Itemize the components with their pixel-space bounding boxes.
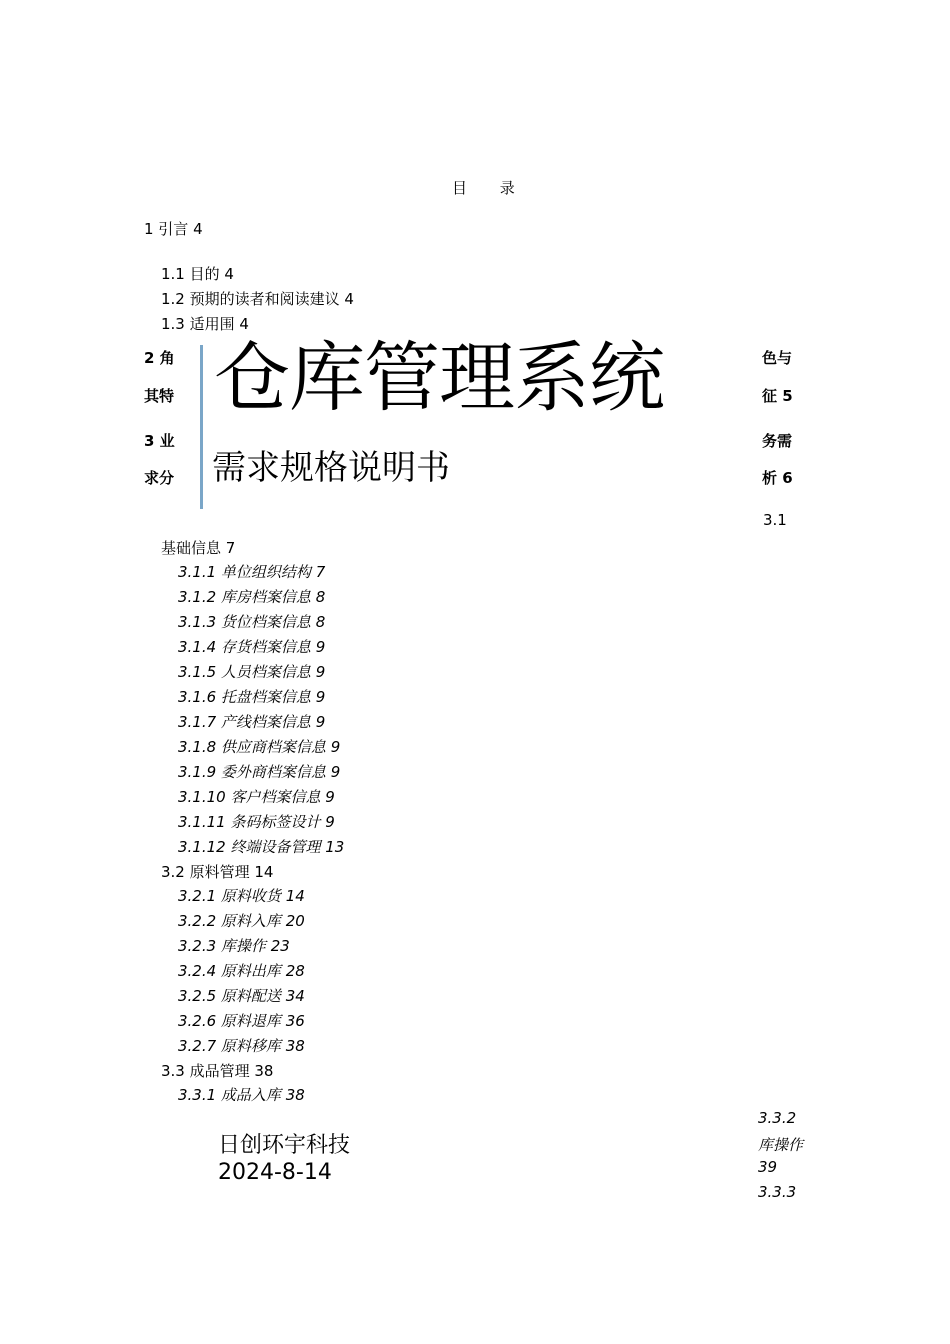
toc-entry[interactable]: 3.1.12 终端设备管理 13 [178,838,345,856]
toc-entry[interactable]: 3.1.9 委外商档案信息 9 [178,763,341,781]
toc-entry-fragment[interactable]: 库操作 [758,1136,804,1154]
toc-entry-fragment[interactable]: 2 角 [144,349,175,367]
toc-entry[interactable]: 3.2.6 原料退库 36 [178,1012,305,1030]
toc-entry[interactable]: 3.1.1 单位组织结构 7 [178,563,326,581]
toc-entry[interactable]: 3.3 成品管理 38 [161,1062,274,1080]
toc-entry-fragment[interactable]: 3.3.3 [758,1183,797,1201]
document-date: 2024-8-14 [218,1160,332,1185]
toc-entry[interactable]: 3.2.5 原料配送 34 [178,987,305,1005]
toc-entry[interactable]: 1.2 预期的读者和阅读建议 4 [161,290,354,308]
toc-entry[interactable]: 3.1.6 托盘档案信息 9 [178,688,326,706]
toc-entry-fragment[interactable]: 求分 [144,469,175,487]
toc-entry-fragment[interactable]: 其特 [144,387,175,405]
toc-entry[interactable]: 3.2 原料管理 14 [161,863,274,881]
toc-entry[interactable]: 3.1.3 货位档案信息 8 [178,613,326,631]
toc-entry[interactable]: 3.1.2 库房档案信息 8 [178,588,326,606]
toc-entry[interactable]: 3.1.8 供应商档案信息 9 [178,738,341,756]
toc-entry[interactable]: 1.1 目的 4 [161,265,234,283]
toc-entry[interactable]: 3.1.10 客户档案信息 9 [178,788,335,806]
toc-entry-fragment[interactable]: 3.1 [763,511,787,529]
toc-entry[interactable]: 1.3 适用围 4 [161,315,249,333]
toc-heading: 目 录 [452,179,529,197]
toc-entry-fragment[interactable]: 析 6 [762,469,793,487]
toc-entry[interactable]: 3.2.1 原料收货 14 [178,887,305,905]
toc-entry[interactable]: 1 引言 4 [144,220,203,238]
company-name: 日创环宇科技 [218,1133,351,1158]
toc-entry-fragment[interactable]: 征 5 [762,387,793,405]
toc-entry-fragment[interactable]: 3.3.2 [758,1109,797,1127]
toc-entry[interactable]: 3.2.3 库操作 23 [178,937,290,955]
toc-entry[interactable]: 3.3.1 成品入库 38 [178,1086,305,1104]
toc-entry-fragment[interactable]: 务需 [762,432,793,450]
toc-entry[interactable]: 3.1.11 条码标签设计 9 [178,813,335,831]
document-title: 仓库管理系统 [214,333,664,422]
toc-entry[interactable]: 3.2.7 原料移库 38 [178,1037,305,1055]
toc-entry[interactable]: 3.2.4 原料出库 28 [178,962,305,980]
company-block [218,1132,350,1186]
toc-entry[interactable]: 基础信息 7 [161,539,236,557]
toc-entry[interactable]: 3.2.2 原料入库 20 [178,912,305,930]
toc-entry-fragment[interactable]: 39 [758,1158,778,1176]
title-accent-rule [200,345,203,509]
toc-entry[interactable]: 3.1.7 产线档案信息 9 [178,713,326,731]
toc-entry-fragment[interactable]: 色与 [762,349,793,367]
toc-entry[interactable]: 3.1.4 存货档案信息 9 [178,638,326,656]
document-subtitle: 需求规格说明书 [212,448,450,488]
toc-entry-fragment[interactable]: 3 业 [144,432,175,450]
toc-entry[interactable]: 3.1.5 人员档案信息 9 [178,663,326,681]
